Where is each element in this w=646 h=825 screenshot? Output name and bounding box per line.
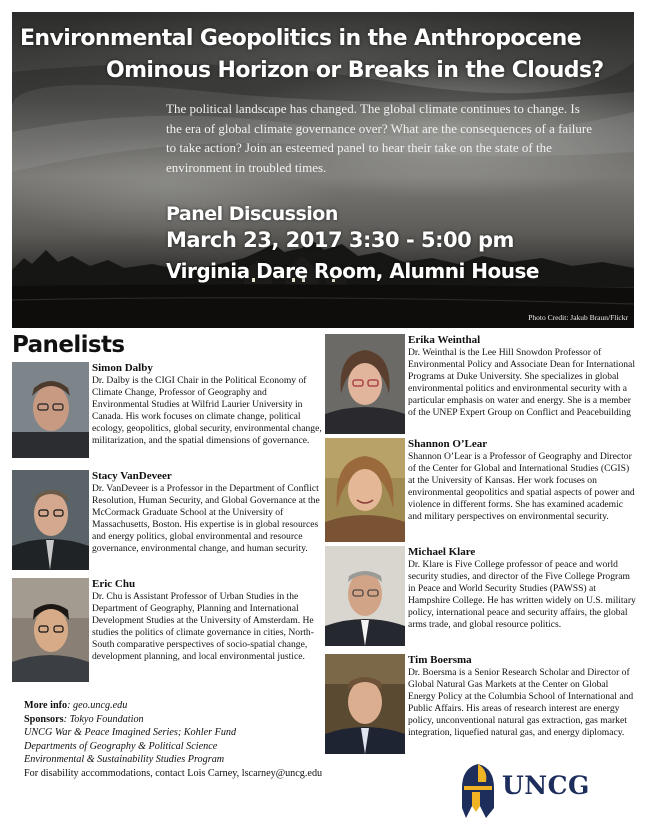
panelist-photo-shannon-olear: [325, 438, 405, 542]
panelist-bio-tim-boersma: [408, 654, 636, 738]
panelist-bio-shannon-olear: [408, 438, 636, 522]
sponsors-line: [24, 713, 354, 727]
panelist-name: Erika Weinthal: [408, 334, 481, 346]
sponsor-line-4: Environmental & Sustainability Studies Program: [24, 754, 225, 766]
panelist-name: Eric Chu: [92, 578, 136, 590]
panelist-description: Shannon O’Lear is a Professor of Geography and Director of the Center for Global and International Studies (CGIS) at the University of Kansas. Her work focuses on environmental geopolitics and spatial aspects of power and violence in different forms. She has examined academic and military perspectives on environmental security.: [408, 451, 635, 522]
panelist-description: Dr. Dalby is the CIGI Chair in the Political Economy of Climate Change, Professor of Geography and Environmental Studies at Wilfrid Laurier University in Canada. His work focuses on climate change, political ecology, geopolitics, global security, environmental change, militarization, and the spatial dimensions of governance.: [92, 375, 322, 446]
panelist-bio-simon-dalby: [92, 362, 324, 446]
event-location: Virginia Dare Room, Alumni House: [166, 259, 539, 283]
more-info-link[interactable]: : geo.uncg.edu: [67, 700, 128, 711]
more-info-line: [24, 699, 354, 713]
panelist-bio-stacy-vandeveer: [92, 470, 324, 554]
panelist-bio-michael-klare: [408, 546, 636, 630]
spartan-helmet-icon: [458, 762, 498, 820]
panelist-description: Dr. VanDeveer is a Professor in the Department of Conflict Resolution, Human Security, and Global Governance at the McCormack Graduate School at the University of Massachusetts, Boston. His expertise is in global resources and energy politics, global environmental and resource governance, environmental change, and human security.: [92, 483, 320, 554]
hero-banner: [12, 12, 634, 328]
panelist-photo-erika-weinthal: [325, 334, 405, 434]
panelist-description: Dr. Weinthal is the Lee Hill Snowdon Professor of Environmental Policy and Associate Dean for International Programs at Duke University. She specializes in global environmental politics and environmental security with a particular emphasis on water and energy. She is a member of the UNEP Expert Group on Conflict and Peacebuilding: [408, 347, 635, 418]
hero-title-line1: Environmental Geopolitics in the Anthropocene: [20, 26, 582, 51]
panelist-description: Dr. Chu is Assistant Professor of Urban Studies in the Department of Geography, Planning and International Development Studies at the University of Amsterdam. He studies the politics of climate governance in cities, North-South comparative perspectives of socio-spatial change, development planning, and local environmental justice.: [92, 591, 314, 662]
panelist-name: Shannon O’Lear: [408, 438, 488, 450]
event-datetime: March 23, 2017 3:30 - 5:00 pm: [166, 228, 514, 252]
uncg-logo: [458, 762, 618, 820]
sponsors-value: : Tokyo Foundation: [63, 713, 144, 725]
panelist-description: Dr. Klare is Five College professor of peace and world security studies, and director of the Five College Program in Peace and World Security Studies (PAWSS) at Hampshire College. He has written widely on U.S. military policy, international peace and security affairs, the global arms trade, and global resource politics.: [408, 559, 636, 630]
sponsor-line-3: Departments of Geography & Political Science: [24, 740, 218, 752]
panelists-heading: Panelists: [12, 332, 125, 358]
hero-title-line2: Ominous Horizon or Breaks in the Clouds?: [106, 58, 604, 83]
event-type: Panel Discussion: [166, 203, 338, 225]
more-info-label: More info: [24, 700, 68, 711]
panelist-photo-simon-dalby: [12, 362, 89, 458]
panelist-photo-michael-klare: [325, 546, 405, 646]
sponsors-label: Sponsors: [24, 713, 64, 725]
panelist-name: Tim Boersma: [408, 654, 472, 666]
panelist-name: Simon Dalby: [92, 362, 153, 374]
event-footer: [24, 699, 354, 781]
sponsor-line-2: UNCG War & Peace Imagined Series; Kohler Fund: [24, 727, 237, 739]
panelist-name: Michael Klare: [408, 546, 476, 558]
panelist-bio-eric-chu: [92, 578, 324, 662]
uncg-logo-text: UNCG: [502, 771, 590, 800]
panelist-description: Dr. Boersma is a Senior Research Scholar and Director of Global Natural Gas Markets at the Center on Global Energy Policy at the Columbia School of International and Public Affairs. His areas of research interest are energy policy, unconventional natural gas extraction, gas market integration, liquefied natural gas, and energy diplomacy.: [408, 667, 634, 738]
panelist-name: Stacy VanDeveer: [92, 470, 172, 482]
panelist-photo-stacy-vandeveer: [12, 470, 89, 570]
panelist-bio-erika-weinthal: [408, 334, 636, 418]
panelist-photo-eric-chu: [12, 578, 89, 682]
accommodations-note: For disability accommodations, contact Lois Carney, lscarney@uncg.edu: [24, 767, 323, 779]
photo-credit: Photo Credit: Jakub Braun/Flickr: [528, 313, 628, 322]
hero-description: The political landscape has changed. The global climate continues to change. Is the era of global climate governance over? What are the consequences of a failure to take action? Join an esteemed panel to hear their take on the state of the environment in troubled times.: [166, 101, 593, 175]
